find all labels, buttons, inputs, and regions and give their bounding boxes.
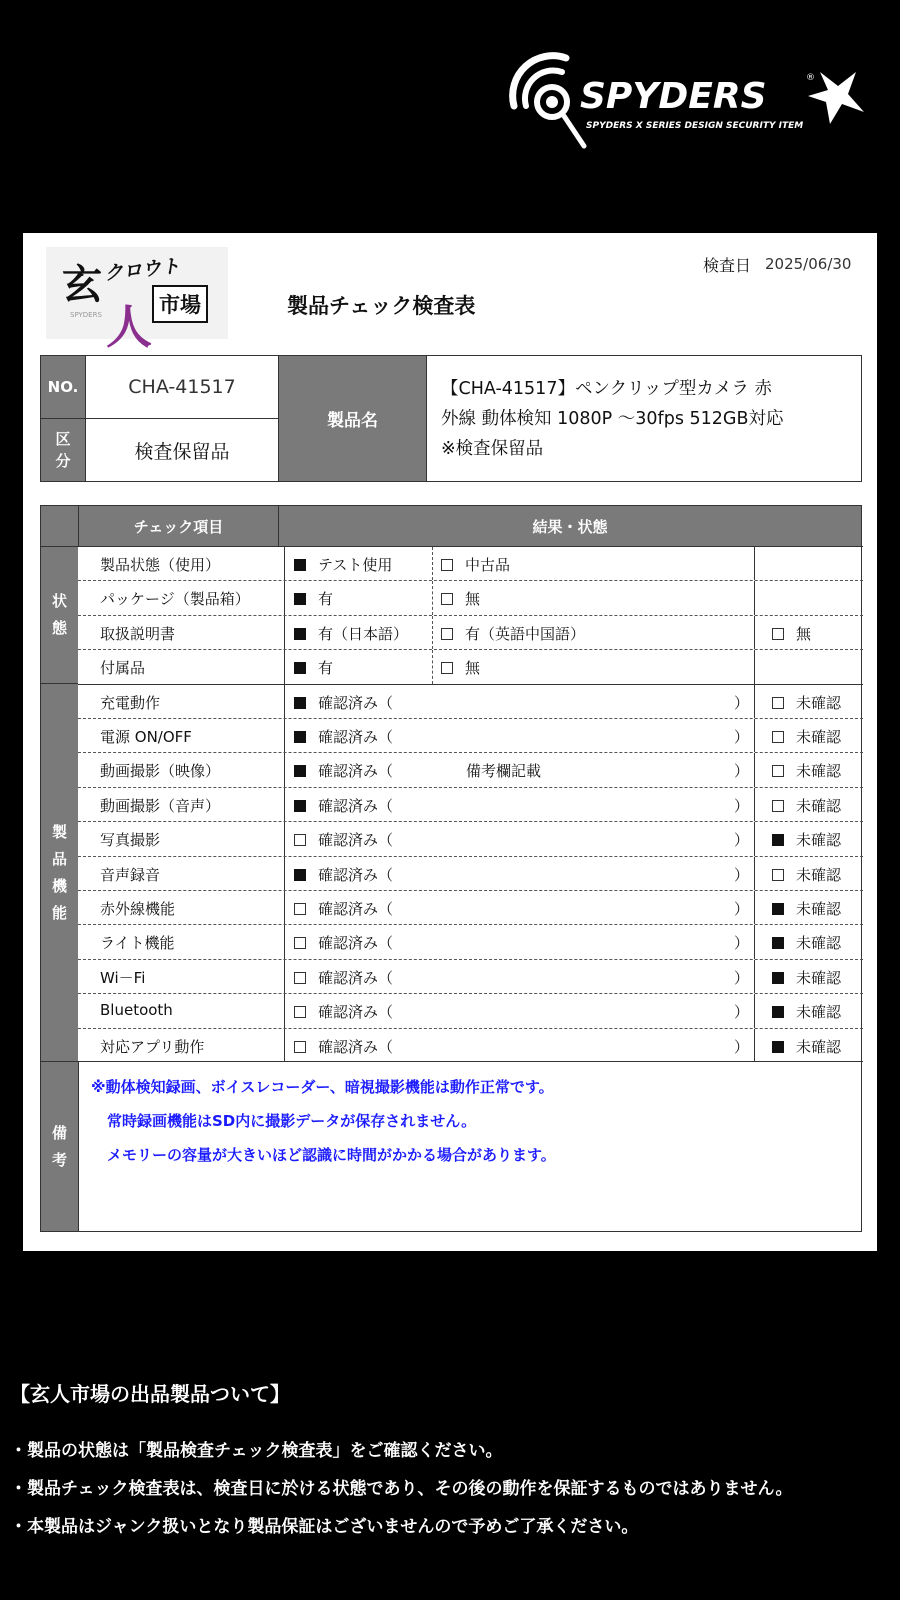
- product-name-line-1: 【CHA-41517】ペンクリップ型カメラ 赤: [441, 378, 772, 399]
- check-item-header: チェック項目: [78, 506, 278, 546]
- state-row: [78, 649, 863, 683]
- col-divider: [284, 925, 285, 958]
- confirmed-option: [294, 829, 393, 850]
- col-divider: [284, 857, 285, 890]
- spyders-wordmark: SPYDERS: [580, 76, 767, 117]
- paren-close: ）: [734, 865, 750, 884]
- col-divider: [284, 891, 285, 924]
- confirmed-option: [294, 864, 393, 885]
- checked-box-icon: [772, 903, 784, 915]
- remark-line-3: メモリーの容量が大きいほど認識に時間がかかる場合があります。: [107, 1146, 556, 1164]
- option: [441, 588, 480, 609]
- confirmed-option: [294, 760, 393, 781]
- state-row: [78, 546, 863, 580]
- function-row: [78, 1028, 863, 1062]
- kubun-value: 検査保留品: [85, 418, 278, 481]
- inspection-date-value: 2025/06/30: [765, 255, 852, 273]
- remark-line-2: 常時録画機能はSD内に撮影データが保存されません。: [107, 1112, 477, 1130]
- confirmed-text: 確認済み（: [318, 1003, 394, 1022]
- col-divider: [284, 788, 285, 821]
- confirmed-option: [294, 932, 393, 953]
- col-divider: [432, 581, 433, 614]
- check-item-label: 動画撮影（映像）: [100, 762, 221, 781]
- check-item-label: 対応アプリ動作: [100, 1037, 205, 1056]
- col-divider: [754, 994, 755, 1027]
- unchecked-box-icon: [772, 697, 784, 709]
- document-title: 製品チェック検査表: [287, 294, 476, 318]
- col-divider: [284, 547, 285, 580]
- option-text: 無: [465, 659, 481, 678]
- confirmed-option: [294, 795, 393, 816]
- checked-box-icon: [294, 628, 306, 640]
- col-divider: [754, 788, 755, 821]
- unconfirmed-text: 未確認: [796, 728, 842, 746]
- function-row: [78, 718, 863, 752]
- function-row: [78, 752, 863, 786]
- check-item-label: Bluetooth: [100, 1001, 173, 1020]
- product-name-value: [426, 356, 861, 481]
- unchecked-box-icon: [772, 628, 784, 640]
- checked-box-icon: [772, 972, 784, 984]
- option: [294, 623, 408, 644]
- product-name-label: 製品名: [278, 356, 426, 481]
- option-text: 有: [318, 659, 334, 678]
- col-divider: [754, 1029, 755, 1062]
- check-item-label: 付属品: [100, 659, 146, 678]
- paren-close: ）: [734, 968, 750, 987]
- function-row: [78, 993, 863, 1027]
- confirmed-option: [294, 898, 393, 919]
- remarks-area: [78, 1061, 863, 1231]
- col-divider: [284, 960, 285, 993]
- col-divider: [754, 719, 755, 752]
- col-divider: [754, 925, 755, 958]
- checked-box-icon: [294, 662, 306, 674]
- kubun-label: 区分: [41, 418, 85, 481]
- function-row: [78, 787, 863, 821]
- footer-title: 【玄人市場の出品製品ついて】: [10, 1382, 290, 1406]
- col-divider: [754, 857, 755, 890]
- remarks-category-label: 備考: [41, 1061, 78, 1231]
- option: [294, 588, 333, 609]
- logo-kana: クロウト: [103, 255, 182, 285]
- kurouto-ichiba-logo: [46, 247, 228, 354]
- col-divider: [754, 891, 755, 924]
- logo-small-text: SPYDERS: [70, 311, 102, 319]
- unchecked-box-icon: [772, 800, 784, 812]
- state-category-label: 状態: [41, 546, 78, 683]
- unconfirmed-text: 未確認: [796, 968, 842, 987]
- unconfirmed-option: [772, 1001, 841, 1022]
- logo-ichiba: 市場: [152, 285, 208, 323]
- checked-box-icon: [294, 593, 306, 605]
- logo-char-hito: 人: [106, 300, 152, 354]
- option-text: 中古品: [465, 556, 511, 574]
- unchecked-box-icon: [294, 1041, 306, 1053]
- paren-close: ）: [734, 1037, 750, 1056]
- col-divider: [754, 650, 755, 683]
- checked-box-icon: [294, 697, 306, 709]
- confirmed-text: 確認済み（: [318, 831, 394, 850]
- product-name-line-2: 外線 動体検知 1080P ～30fps 512GB対応: [441, 408, 784, 429]
- paren-close: ）: [734, 693, 750, 712]
- check-table: [40, 505, 862, 1232]
- unconfirmed-option: [772, 932, 841, 953]
- col-divider: [432, 616, 433, 649]
- product-name-line-3: ※検査保留品: [441, 438, 544, 459]
- col-divider: [284, 822, 285, 855]
- confirmed-text: 確認済み（: [318, 1037, 394, 1056]
- col-divider: [754, 822, 755, 855]
- unconfirmed-text: 未確認: [796, 762, 842, 781]
- row-note: 備考欄記載: [466, 762, 542, 781]
- check-item-label: 取扱説明書: [100, 624, 176, 643]
- spyders-logo: [508, 50, 872, 154]
- check-header-corner: [41, 506, 78, 546]
- unchecked-box-icon: [441, 662, 453, 674]
- checked-box-icon: [772, 1041, 784, 1053]
- function-row: [78, 890, 863, 924]
- option: [441, 657, 480, 678]
- unconfirmed-option: [772, 1036, 841, 1057]
- checked-box-icon: [294, 800, 306, 812]
- paren-close: ）: [734, 728, 750, 746]
- confirmed-text: 確認済み（: [318, 934, 394, 953]
- option-text: テスト使用: [318, 556, 393, 574]
- checked-box-icon: [294, 731, 306, 743]
- function-row: [78, 924, 863, 958]
- col-divider: [754, 616, 755, 649]
- function-row: [78, 959, 863, 993]
- option-text: 無: [796, 624, 812, 643]
- unconfirmed-text: 未確認: [796, 1003, 842, 1022]
- unchecked-box-icon: [294, 1006, 306, 1018]
- option-text: 有（英語中国語）: [465, 624, 586, 643]
- footer-line-3: ・本製品はジャンク扱いとなり製品保証はございませんので予めご了承ください。: [10, 1517, 639, 1537]
- option: [441, 623, 585, 644]
- confirmed-text: 確認済み（: [318, 796, 394, 815]
- unconfirmed-text: 未確認: [796, 693, 842, 712]
- spyders-subtitle: SPYDERS X SERIES DESIGN SECURITY ITEM: [586, 121, 804, 131]
- unchecked-box-icon: [294, 972, 306, 984]
- unconfirmed-text: 未確認: [796, 796, 842, 815]
- unchecked-box-icon: [294, 834, 306, 846]
- footer-line-1: ・製品の状態は「製品検査チェック検査表」をご確認ください。: [10, 1441, 503, 1461]
- col-divider: [284, 685, 285, 718]
- col-divider: [432, 547, 433, 580]
- confirmed-text: 確認済み（: [318, 968, 394, 987]
- checked-box-icon: [772, 937, 784, 949]
- unconfirmed-text: 未確認: [796, 934, 842, 953]
- check-item-label: 音声録音: [100, 865, 161, 884]
- registered-mark: ®: [806, 73, 815, 83]
- paren-close: ）: [734, 900, 750, 918]
- confirmed-option: [294, 1036, 393, 1057]
- checked-box-icon: [772, 1006, 784, 1018]
- state-row: [78, 615, 863, 649]
- col-divider: [284, 650, 285, 683]
- unchecked-box-icon: [441, 628, 453, 640]
- option: [441, 554, 510, 575]
- function-category-label: 製品機能: [41, 683, 78, 1061]
- checked-box-icon: [294, 869, 306, 881]
- option: [772, 623, 811, 644]
- no-label: NO.: [41, 356, 85, 418]
- unconfirmed-option: [772, 864, 841, 885]
- check-item-label: 動画撮影（音声）: [100, 796, 221, 815]
- option: [294, 554, 392, 575]
- col-divider: [284, 994, 285, 1027]
- col-divider: [284, 616, 285, 649]
- col-divider: [284, 719, 285, 752]
- check-item-label: Wi－Fi: [100, 968, 146, 987]
- col-divider: [284, 581, 285, 614]
- function-row: [78, 684, 863, 718]
- check-item-label: 赤外線機能: [100, 900, 176, 918]
- product-info-table: [40, 355, 862, 482]
- confirmed-option: [294, 726, 393, 747]
- state-row: [78, 580, 863, 614]
- remark-line-1: ※動体検知録画、ボイスレコーダー、暗視撮影機能は動作正常です。: [91, 1078, 554, 1096]
- option-text: 無: [465, 590, 481, 609]
- camera-lens-icon: [513, 56, 584, 146]
- col-divider: [754, 547, 755, 580]
- col-divider: [754, 685, 755, 718]
- unconfirmed-option: [772, 692, 841, 713]
- col-divider: [284, 1029, 285, 1062]
- confirmed-text: 確認済み（: [318, 693, 394, 712]
- unchecked-box-icon: [441, 559, 453, 571]
- col-divider: [754, 753, 755, 786]
- col-divider: [754, 960, 755, 993]
- result-header: 結果・状態: [278, 506, 861, 546]
- unchecked-box-icon: [772, 731, 784, 743]
- no-value: CHA-41517: [85, 356, 278, 418]
- function-row: [78, 856, 863, 890]
- confirmed-text: 確認済み（: [318, 865, 394, 884]
- option-text: 有（日本語）: [318, 624, 409, 643]
- check-item-label: パッケージ（製品箱）: [100, 590, 250, 609]
- unconfirmed-text: 未確認: [796, 865, 842, 884]
- paren-close: ）: [734, 762, 750, 781]
- unchecked-box-icon: [772, 765, 784, 777]
- unchecked-box-icon: [441, 593, 453, 605]
- col-divider: [754, 581, 755, 614]
- checked-box-icon: [294, 765, 306, 777]
- function-row: [78, 821, 863, 855]
- check-item-label: ライト機能: [100, 934, 175, 953]
- x-emblem-icon: [808, 72, 864, 124]
- logo-char-gen: 玄: [62, 262, 100, 308]
- unchecked-box-icon: [772, 869, 784, 881]
- inspection-date-label: 検査日: [703, 256, 752, 275]
- unconfirmed-option: [772, 967, 841, 988]
- unchecked-box-icon: [294, 903, 306, 915]
- confirmed-text: 確認済み（: [318, 762, 394, 781]
- option-text: 有: [318, 590, 334, 609]
- confirmed-option: [294, 967, 393, 988]
- confirmed-option: [294, 1001, 393, 1022]
- unconfirmed-option: [772, 726, 841, 747]
- paren-close: ）: [734, 831, 750, 850]
- unconfirmed-text: 未確認: [796, 831, 842, 850]
- col-divider: [432, 650, 433, 683]
- paren-close: ）: [734, 1003, 750, 1022]
- checked-box-icon: [772, 834, 784, 846]
- footer-line-2: ・製品チェック検査表は、検査日に於ける状態であり、その後の動作を保証するものではありません。: [10, 1479, 793, 1499]
- confirmed-option: [294, 692, 393, 713]
- confirmed-text: 確認済み（: [318, 728, 394, 746]
- check-item-label: 写真撮影: [100, 831, 161, 850]
- option: [294, 657, 333, 678]
- col-divider: [284, 753, 285, 786]
- check-item-label: 製品状態（使用）: [100, 556, 221, 574]
- unconfirmed-option: [772, 760, 841, 781]
- checked-box-icon: [294, 559, 306, 571]
- unconfirmed-text: 未確認: [796, 1037, 842, 1056]
- unconfirmed-option: [772, 829, 841, 850]
- check-item-label: 充電動作: [100, 693, 161, 712]
- inspection-sheet: [23, 233, 877, 1251]
- check-item-label: 電源 ON/OFF: [100, 728, 192, 746]
- unconfirmed-option: [772, 898, 841, 919]
- unconfirmed-option: [772, 795, 841, 816]
- unconfirmed-text: 未確認: [796, 900, 842, 918]
- paren-close: ）: [734, 796, 750, 815]
- paren-close: ）: [734, 934, 750, 953]
- unchecked-box-icon: [294, 937, 306, 949]
- confirmed-text: 確認済み（: [318, 900, 394, 918]
